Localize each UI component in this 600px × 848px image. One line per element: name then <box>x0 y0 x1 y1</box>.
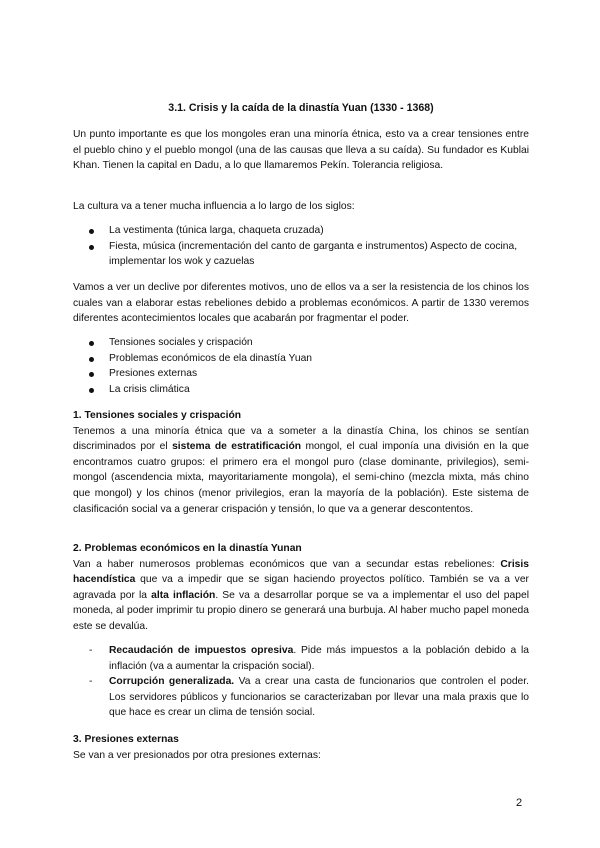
culture-list <box>73 223 529 270</box>
section-1-heading: 1. Tensiones sociales y crispación <box>73 410 242 421</box>
section-3-body: Se van a ver presionados por otra presiones externas: <box>73 749 321 761</box>
section-3 <box>73 732 529 763</box>
causes-list <box>73 335 529 397</box>
section-title: 3.1. Crisis y la caída de la dinastía Yuan (1330 - 1368) <box>168 102 434 114</box>
section-1-body: Tenemos a una minoría étnica que va a someter a la dinastía China, los chinos se sentían discriminados por el sistema de estratificación mongol, el cual imponía una división en la que encontramos cuatro grupos: el primero era el mongol puro (clase dominante, privilegios), semi-mongol (ascendencia mixta, mayoritariamente mongola), el semi-chino (mezcla mixta, más chino que mongol) y los chinos (menor privilegios, eran la mayoría de la población). Este sistema de clasificación social va a generar crispación y tensión, lo que va a generar descontentos. <box>73 425 530 515</box>
bullet-icon <box>89 357 94 362</box>
bullet-icon <box>89 229 94 234</box>
culture-intro: La cultura va a tener mucha influencia a lo largo de los siglos: <box>73 201 355 212</box>
section-2-heading: 2. Problemas económicos en la dinastía Yunan <box>73 543 302 554</box>
section-2-body: Van a haber numerosos problemas económicos que van a secundar estas rebeliones: Crisis hacendística que va a impedir que se sigan haciendo proyectos político. También se va a ver agravada por la alta inflación. Se va a desarrollar porque se va a implementar el uso del papel moneda, al poder imprimir tu propio dinero se generará una burbuja. Al haber mucho papel moneda este se devalúa. <box>73 558 529 632</box>
list-item: - Corrupción generalizada. Va a crear una casta de funcionarios que controlen el poder. Los servidores públicos y funcionarios se caracterizaban por llevar una mala praxis que lo que hace es crear un clima de tensión social. <box>89 676 529 719</box>
section-3-heading: 3. Presiones externas <box>73 734 179 745</box>
intro-paragraph: Un punto importante es que los mongoles eran una minoría étnica, esto va a crear tensiones entre el pueblo chino y el pueblo mongol (una de las causas que lleva a su caída). Su fundador es Kublai Khan. Tienen la capital en Dadu, a lo que llamaremos Pekín. Tolerancia religiosa. <box>73 129 529 172</box>
list-item: - Recaudación de impuestos opresiva. Pide más impuestos a la población debido a la inflación (va a aumentar la crispación social). <box>89 645 529 672</box>
list-item: Presiones externas <box>73 366 529 382</box>
section-1 <box>73 408 529 517</box>
decline-paragraph: Vamos a ver un declive por diferentes motivos, uno de ellos va a ser la resistencia de los chinos los cuales van a elaborar estas rebeliones debido a problemas económicos. A partir de 1330 veremos diferentes acontecimientos locales que acabarán por fragmentar el poder. <box>73 282 529 325</box>
bullet-icon <box>89 372 94 377</box>
bullet-icon <box>89 245 94 250</box>
section-2 <box>73 541 529 635</box>
bullet-icon <box>89 388 94 393</box>
economic-problems-list <box>73 643 529 721</box>
list-item: Fiesta, música (incrementación del canto de garganta e instrumentos) Aspecto de cocina, implementar los wok y cazuelas <box>73 239 529 270</box>
list-item: Tensiones sociales y crispación <box>73 335 529 351</box>
bullet-icon <box>89 341 94 346</box>
list-item: Problemas económicos de ela dinastía Yuan <box>73 351 529 367</box>
page-number: 2 <box>516 797 523 809</box>
list-item: La crisis climática <box>73 382 529 398</box>
list-item: La vestimenta (túnica larga, chaqueta cruzada) <box>73 223 529 239</box>
